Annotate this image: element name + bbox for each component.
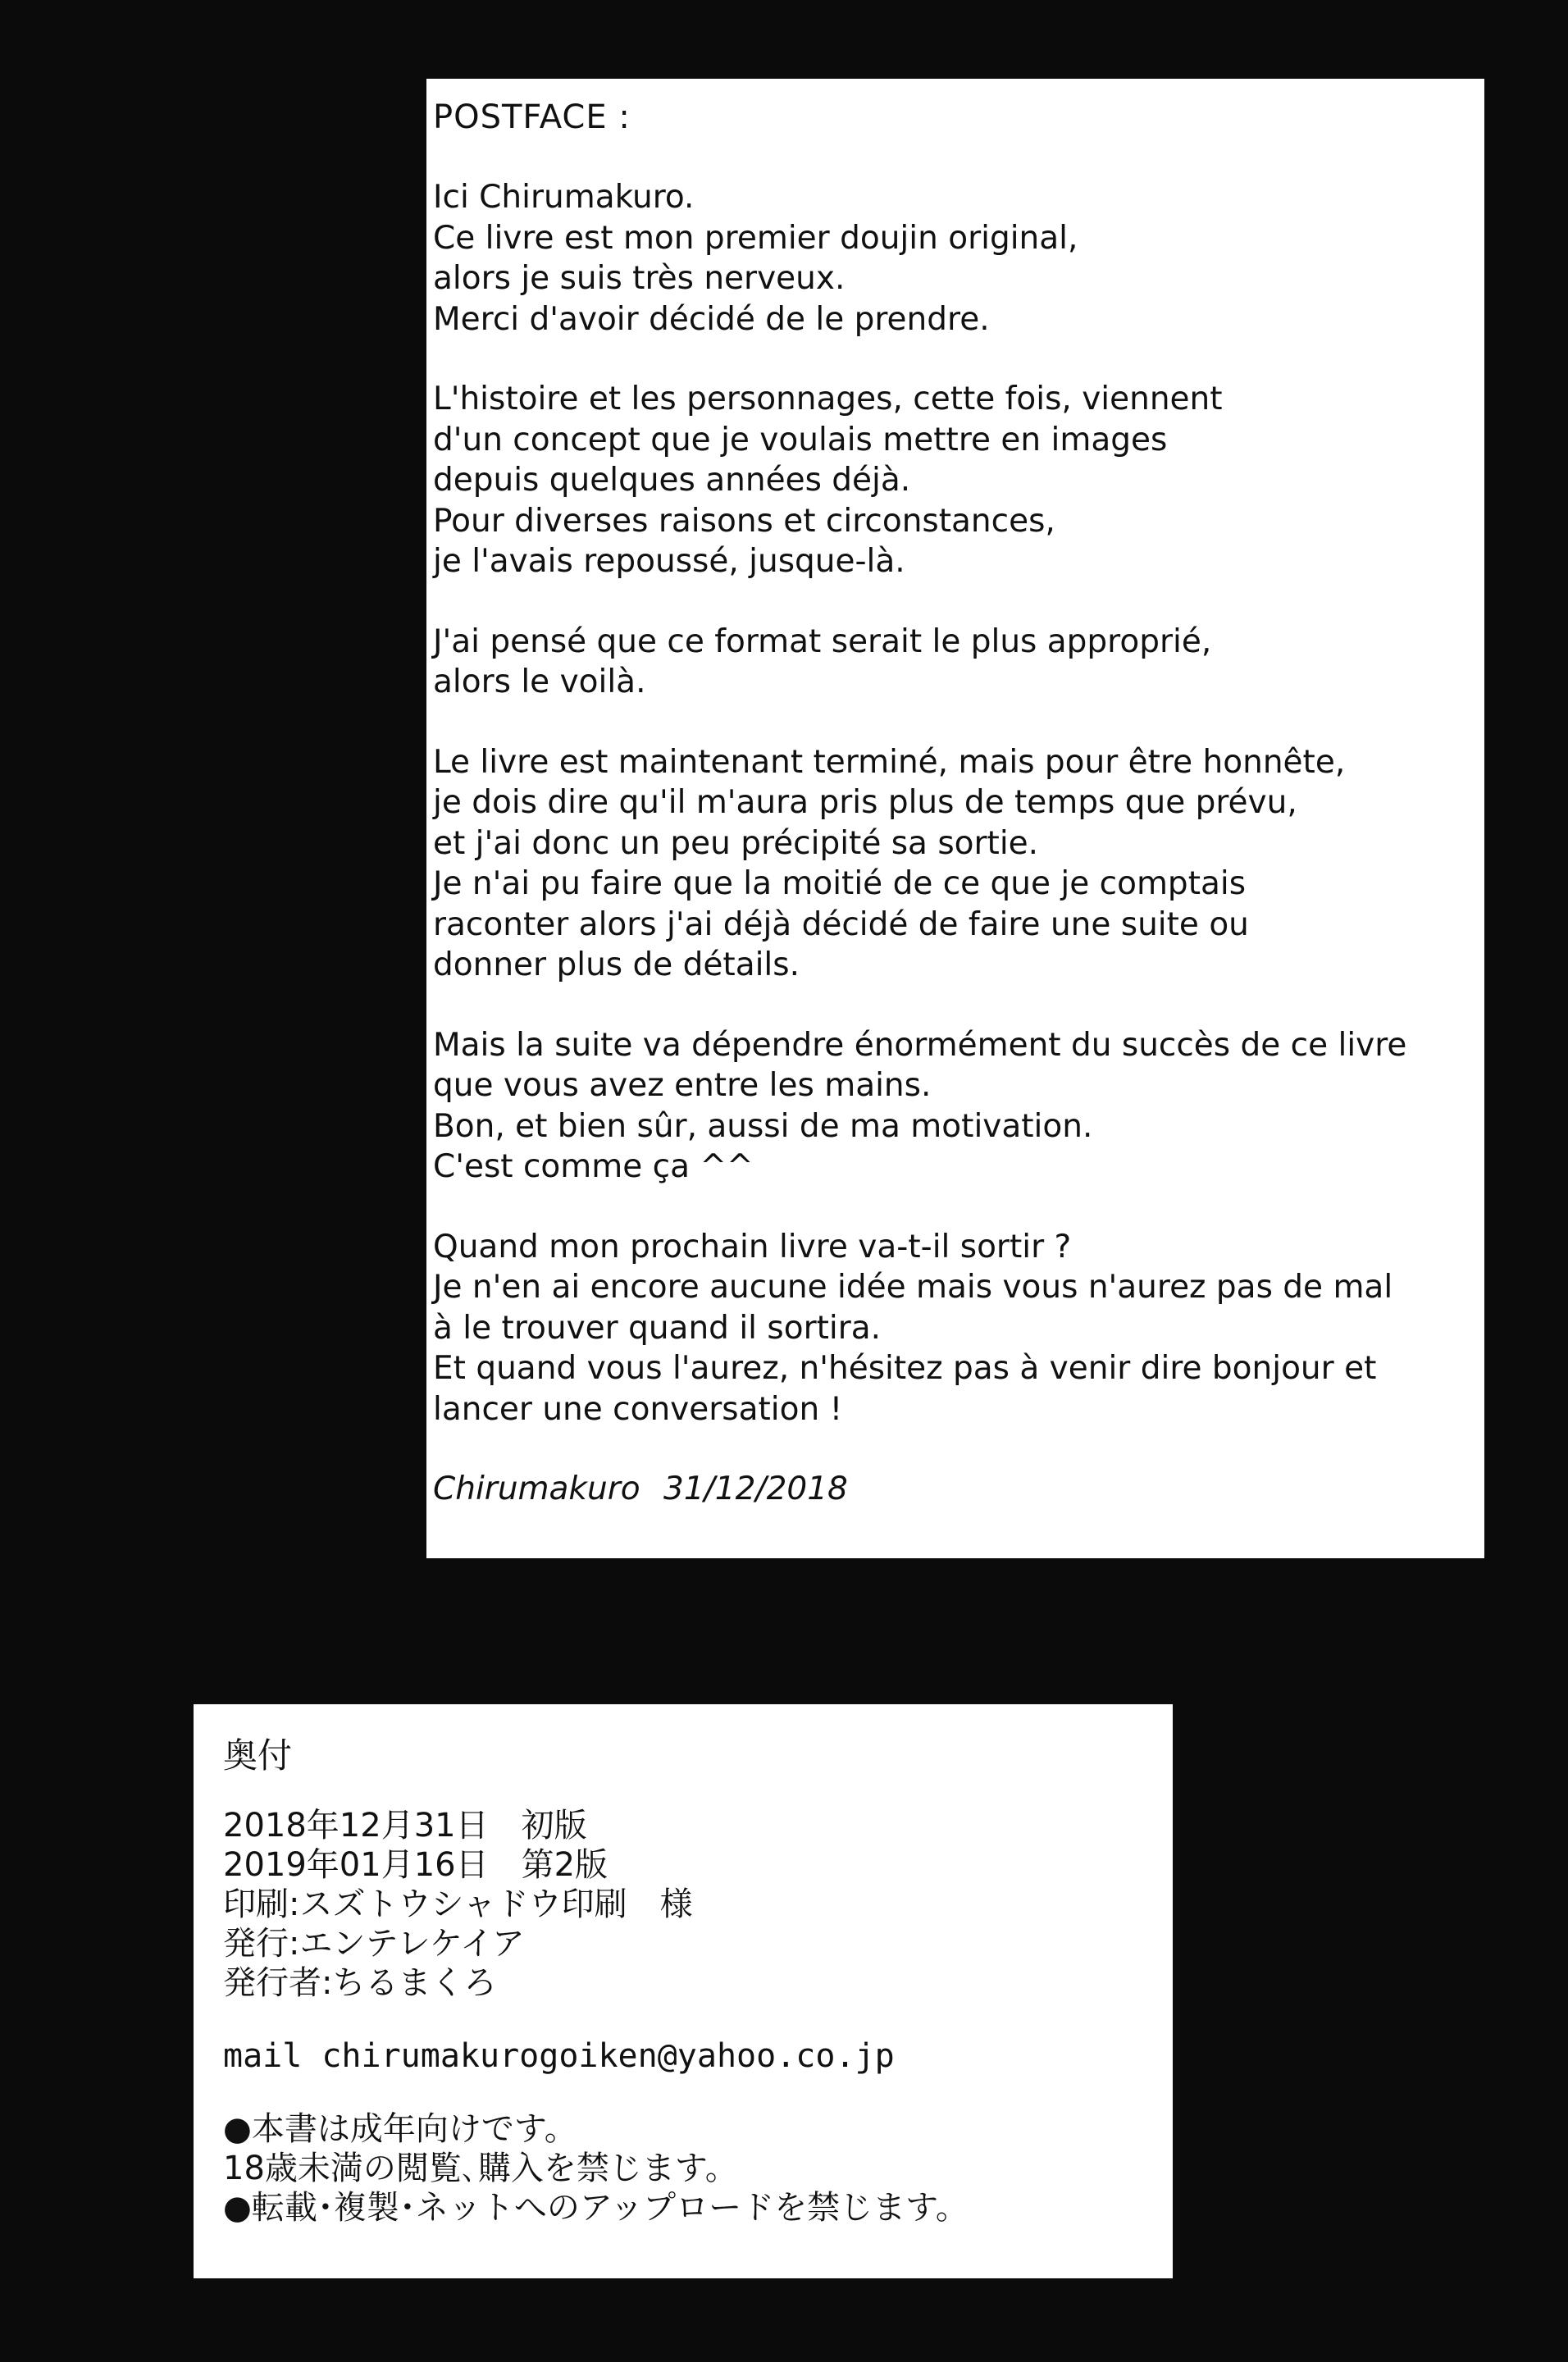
paragraph-spacer bbox=[433, 138, 1484, 177]
postface-paragraph-2 bbox=[433, 379, 1484, 582]
paragraph-line: depuis quelques années déjà. bbox=[433, 462, 911, 499]
colophon-spacer bbox=[223, 2003, 1173, 2036]
postface-panel bbox=[426, 79, 1484, 1558]
adult-notice: ●本書は成年向けです。 bbox=[223, 2110, 577, 2148]
paragraph-spacer bbox=[433, 582, 1484, 622]
paragraph-line: C'est comme ça ^^ bbox=[433, 1148, 754, 1185]
contact-mail bbox=[223, 2036, 1173, 2077]
paragraph-line: Merci d'avoir décidé de le prendre. bbox=[433, 300, 990, 338]
mail-label: mail bbox=[223, 2037, 303, 2075]
signature-date: 31/12/2018 bbox=[663, 1471, 848, 1507]
paragraph-line: Quand mon prochain livre va-t-il sortir ? bbox=[433, 1228, 1072, 1265]
age-restriction-notice: 18歳未満の閲覧､購入を禁じます。 bbox=[223, 2150, 738, 2187]
issuer-line: 発行者:ちるまくろ bbox=[223, 1964, 497, 2002]
postface-paragraph-3 bbox=[433, 622, 1484, 703]
postface-paragraph-5 bbox=[433, 1025, 1484, 1188]
mail-address: chirumakurogoiken@yahoo.co.jp bbox=[321, 2037, 895, 2075]
colophon-title: 奥付 bbox=[223, 1735, 293, 1776]
publisher-line: 発行:エンテレケイア bbox=[223, 1925, 525, 1963]
paragraph-spacer bbox=[433, 703, 1484, 742]
paragraph-line: Je n'ai pu faire que la moitié de ce que je comptais bbox=[433, 865, 1247, 902]
printer-line: 印刷:スズトウシャドウ印刷 様 bbox=[223, 1885, 693, 1923]
colophon-details bbox=[223, 1806, 1173, 2003]
first-edition-date: 2018年12月31日 初版 bbox=[223, 1807, 587, 1844]
postface-signature bbox=[433, 1469, 1484, 1510]
postface-title: POSTFACE : bbox=[433, 98, 631, 136]
postface-paragraph-4 bbox=[433, 742, 1484, 986]
paragraph-line: Je n'en ai encore aucune idée mais vous n'aurez pas de mal bbox=[433, 1269, 1393, 1306]
paragraph-spacer bbox=[433, 1430, 1484, 1469]
colophon-spacer bbox=[223, 2077, 1173, 2109]
paragraph-spacer bbox=[433, 1188, 1484, 1227]
paragraph-line: raconter alors j'ai déjà décidé de faire une suite ou bbox=[433, 905, 1249, 943]
paragraph-line: Mais la suite va dépendre énormément du succès de ce livre bbox=[433, 1026, 1407, 1064]
paragraph-line: Ici Chirumakuro. bbox=[433, 179, 695, 216]
paragraph-line: L'histoire et les personnages, cette fois, viennent bbox=[433, 381, 1223, 417]
paragraph-line: Bon, et bien sûr, aussi de ma motivation. bbox=[433, 1107, 1093, 1145]
paragraph-spacer bbox=[433, 340, 1484, 379]
paragraph-line: Et quand vous l'aurez, n'hésitez pas à venir dire bonjour et bbox=[433, 1350, 1377, 1387]
paragraph-line: je l'avais repoussé, jusque-là. bbox=[433, 543, 905, 580]
colophon-panel bbox=[194, 1704, 1173, 2278]
paragraph-line: alors le voilà. bbox=[433, 663, 646, 700]
postface-paragraph-6 bbox=[433, 1227, 1484, 1430]
paragraph-line: que vous avez entre les mains. bbox=[433, 1067, 932, 1104]
paragraph-line: je dois dire qu'il m'aura pris plus de temps que prévu, bbox=[433, 784, 1297, 821]
postface-paragraph-1 bbox=[433, 177, 1484, 340]
colophon-notices bbox=[223, 2109, 1173, 2227]
paragraph-line: lancer une conversation ! bbox=[433, 1390, 843, 1428]
second-edition-date: 2019年01月16日 第2版 bbox=[223, 1846, 609, 1884]
paragraph-line: alors je suis très nerveux. bbox=[433, 260, 846, 297]
paragraph-line: Pour diverses raisons et circonstances, bbox=[433, 502, 1055, 540]
paragraph-line: J'ai pensé que ce format serait le plus approprié, bbox=[433, 622, 1212, 660]
signature-name: Chirumakuro bbox=[433, 1471, 640, 1507]
paragraph-line: d'un concept que je voulais mettre en images bbox=[433, 421, 1168, 458]
paragraph-line: à le trouver quand il sortira. bbox=[433, 1309, 882, 1347]
paragraph-line: et j'ai donc un peu précipité sa sortie. bbox=[433, 824, 1039, 862]
paragraph-spacer bbox=[433, 986, 1484, 1025]
paragraph-line: Ce livre est mon premier doujin original, bbox=[433, 219, 1078, 257]
paragraph-line: donner plus de détails. bbox=[433, 946, 800, 983]
reproduction-notice: ●転載･複製･ネットへのアップロードを禁じます。 bbox=[223, 2189, 969, 2227]
paragraph-line: Le livre est maintenant terminé, mais pour être honnête, bbox=[433, 743, 1346, 781]
